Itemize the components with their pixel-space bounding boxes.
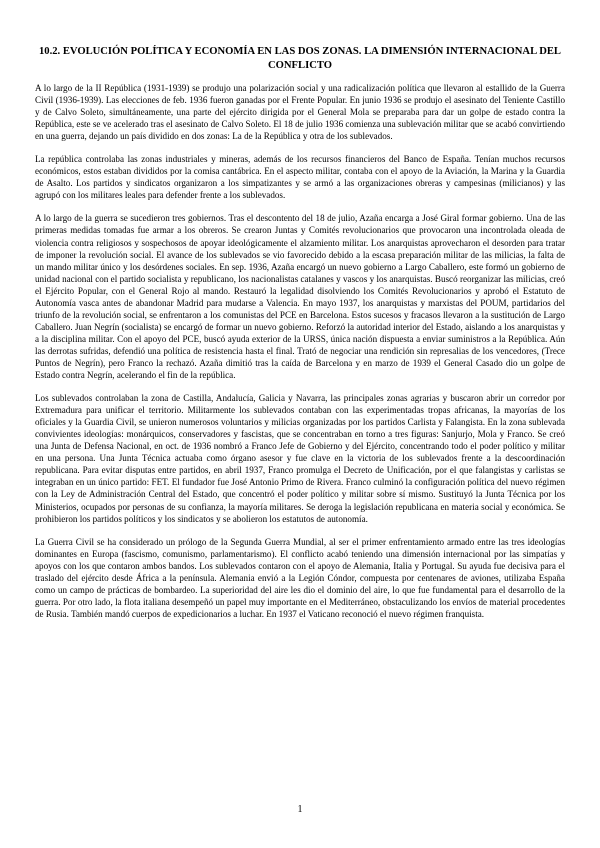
paragraph-republic-zone: La república controlaba las zonas industriales y mineras, además de los recursos financieros del Banco de España. Tenían muchos recursos económicos, estos estaban divididos por la comisa cantábrica. En el aspecto militar, contaba con el apoyo de la Aviación, la Marina y la Guardia de Asalto. Los partidos y sindicatos organizaron a los simpatizantes y se armó a las organizaciones obreras y campesinas (milicianos) y las agrupó con los militares leales para defender frente a los sublevados. [35,154,565,201]
page-number: 1 [297,804,303,815]
paragraph-rebel-zone: Los sublevados controlaban la zona de Castilla, Andalucía, Galicia y Navarra, las principales zonas agrarias y buscaron abrir un corredor por Extremadura para unificar el territorio. Militarmente los sublevados contaban con las experimentadas tropas africanas, la mayorías de los oficiales y la Guardia Civil, se unieron numerosos voluntarios y milicias organizadas por los partidos Carlista y Falangista. En la zona sublevada convivientes ideologías: monárquicos, conservadores y fascistas, que se concentraban en torno a tres figuras: Sanjurjo, Mola y Franco. Se creó una Junta de Defensa Nacional, en oct. de 1936 nombró a Franco Jefe de Gobierno y del Ejército, concentrando todo el poder político y militar en una persona. Una Junta Técnica actuaba como órgano asesor y fue clave en la victoria de los sublevados frente a la descoordinación republicana. Para evitar disputas entre partidos, en abril 1937, Franco promulga el Decreto de Unificación, por el que falangistas y carlistas se integraban en un único partido: FET. El fundador fue José Antonio Primo de Rivera. Franco culminó la configuración política del nuevo régimen con la Ley de Administración Central del Estado, que concentró el poder político y militar sobre sí mismo. Sustituyó la Junta Técnica por los Ministerios, ocupados por personas de su confianza, la mayoría militares. Se deroga la legislación republicana en materia social y económica. Se prohibieron los partidos políticos y los sindicatos y se abolieron los estatutos de autonomía. [35,393,565,524]
paragraph-international-dimension: La Guerra Civil se ha considerado un prólogo de la Segunda Guerra Mundial, al ser el primer enfrentamiento armado entre las tres ideologías dominantes en Europa (fascismo, comunismo, parlamentarismo). El conflicto acabó teniendo una dimensión internacional por las simpatías y apoyos con los que contaron ambos bandos. Los sublevados contaron con el apoyo de Alemania, Italia y Portugal. Su ayuda fue decisiva para el traslado del ejército desde África a la península. Alemania envió a la Legión Cóndor, compuesta por centenares de aviones, utilizaba España como un campo de prácticas de bombardeo. La superioridad del aire les dio el dominio del aire, lo que fue fundamental para el desarrollo de la guerra. Por otro lado, la flota italiana desempeñó un papel muy importante en el Mediterráneo, obstaculizando los envíos de material procedentes de Rusia. También mandó cuerpos de expedicionarios a luchar. En 1937 el Vaticano reconoció el nuevo régimen franquista. [35,536,565,619]
paragraph-republic-governments: A lo largo de la guerra se sucedieron tres gobiernos. Tras el descontento del 18 de julio, Azaña encarga a José Giral formar gobierno. Una de las primeras medidas tomadas fue armar a los obreros. Se crearon Juntas y Comités revolucionarios que provocaron una incontrolada oleada de violencia contra religiosos y sospechosos de apoyar ideológicamente el alzamiento militar. Los anarquistas aprovecharon el desorden para tratar de imponer la revolución social. El avance de los sublevados se vio favorecido debido a la escasa preparación militar de las milicias, la falta de un mando militar único y los desórdenes sociales. En sep. 1936, Azaña encargó un nuevo gobierno a Largo Caballero, este formó un gobierno de unidad nacional con el partido socialista y republicano, los nacionalistas catalanes y vascos y los anarquistas. Buscó reorganizar las milicias, creó el Ejército Popular, con el General Rojo al mando. Restauró la legalidad disolviendo los Comités Revolucionarios y aprobó el Estatuto de Autonomía vasca antes de abandonar Madrid para mudarse a Valencia. En mayo 1937, los anarquistas y marxistas del POUM, partidarios del triunfo de la revolución social, se enfrentaron a los comunistas del PCE en Barcelona. Estos sucesos y fracasos llevaron a la sustitución de Largo Caballero. Juan Negrín (socialista) se encargó de formar un nuevo gobierno. Reforzó la autoridad interior del Estado, aislando a los anarquistas y a la disciplina militar. Con el apoyo del PCE, buscó ayuda exterior de la URSS, única nación dispuesta a enviar suministros a la República. Aún las derrotas sufridas, defendió una política de resistencia hasta el final. Trató de negociar una rendición sin represalias de los vencedores, (Trece Puntos de Negrín), pero Franco la rechazó. Azaña dimitió tras la caída de Barcelona y en marzo de 1939 el General Casado dio un golpe de Estado contra Negrín, acelerando el fin de la república. [35,213,565,381]
page-title: 10.2. EVOLUCIÓN POLÍTICA Y ECONOMÍA EN LAS DOS ZONAS. LA DIMENSIÓN INTERNACIONAL DEL CONFLICTO [38,46,561,71]
document-body [35,82,565,631]
paragraph-intro: A lo largo de la II República (1931-1939) se produjo una polarización social y una radicalización política que llevaron al estallido de la Guerra Civil (1936-1939). Las elecciones de feb. 1936 fueron ganadas por el Frente Popular. En junio 1936 se produjo el asesinato del Teniente Castillo y de Calvo Soleto, simultáneamente, una parte del ejército dirigida por el General Mola se preparaba para dar un golpe de estado contra la República, este se ve acelerado tras el asesinato de Calvo Soleto. El 18 de julio 1936 comienza una sublevación militar que se acabó convirtiendo en una guerra, dejando un país dividido en dos zonas: La de la República y otra de los sublevados. [35,83,565,142]
